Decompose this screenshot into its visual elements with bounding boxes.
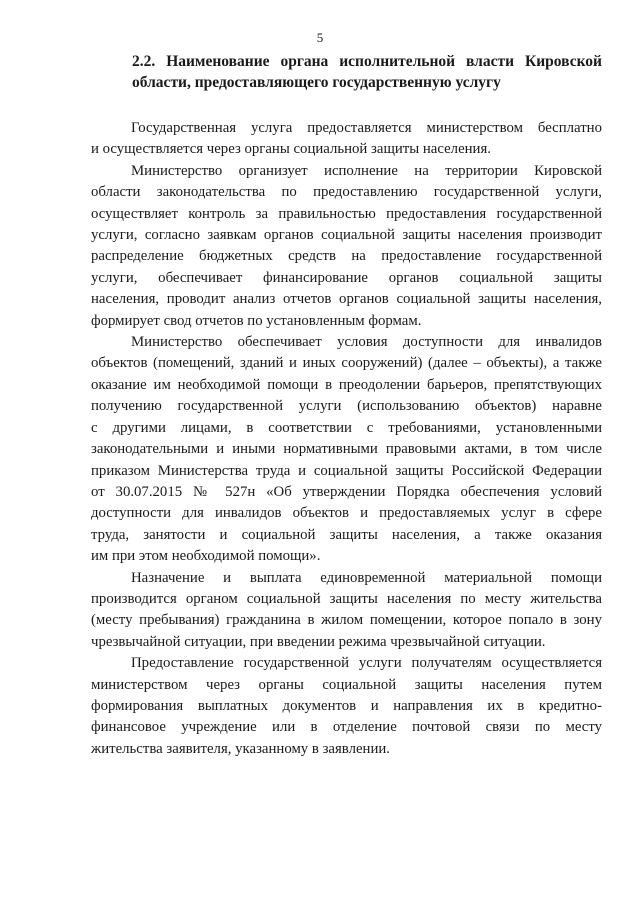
text-line: производится органом социальной защиты населения по месту жительства (91, 590, 602, 607)
text-line: Министерство обеспечивает условия доступности для инвалидов (131, 334, 602, 351)
page-number: 5 (316, 30, 324, 45)
section-heading (132, 51, 602, 93)
text-line: осуществляет контроль за правильностью предоставления государственной (91, 205, 602, 222)
text-line: жительства заявителя, указанному в заявлении. (91, 740, 391, 757)
text-line: министерством через органы социальной защиты населения путем (91, 676, 602, 693)
paragraph (91, 118, 602, 161)
paragraph (91, 332, 602, 567)
text-line: распределение бюджетных средств на предоставление государственной (91, 248, 602, 265)
text-line: Министерство организует исполнение на территории Кировской (131, 162, 602, 179)
text-line: Государственная услуга предоставляется министерством бесплатно (131, 120, 602, 136)
heading-line: области, предоставляющего государственную услугу (132, 74, 501, 91)
text-line: оказание им необходимой помощи в преодолении барьеров, препятствующих (91, 376, 602, 393)
text-line: населения, проводит анализ отчетов органов социальной защиты населения, (91, 291, 602, 308)
text-line: законодательными и иными нормативными правовыми актами, в том числе (91, 441, 602, 458)
text-line: Предоставление государственной услуги получателям осуществляется (131, 655, 602, 672)
text-line: чрезвычайной ситуации, при введении режима чрезвычайной ситуации. (91, 633, 546, 650)
text-line: получению государственной услуги (использованию объектов) наравне (91, 398, 602, 415)
text-line: услуги, обеспечивает финансирование органов социальной защиты (91, 269, 602, 286)
paragraph (91, 568, 602, 654)
text-line: от 30.07.2015 № 527н «Об утверждении Порядка обеспечения условий (91, 483, 602, 500)
text-line: услуги, согласно заявкам органов социальной защиты населения производит (91, 227, 602, 244)
text-line: приказом Министерства труда и социальной защиты Российской Федерации (91, 462, 602, 479)
text-line: объектов (помещений, зданий и иных сооружений) (далее – объекты), а также (91, 355, 602, 372)
paragraph (91, 161, 602, 332)
text-line: труда, занятости и социальной защиты населения, а также оказания (91, 526, 602, 543)
text-line: и осуществляется через органы социальной защиты населения. (91, 141, 491, 158)
text-line: финансовое учреждение или в отделение почтовой связи по месту (91, 719, 602, 736)
text-line: (месту пребывания) гражданина в жилом помещении, которое попало в зону (91, 612, 602, 629)
text-line: Назначение и выплата единовременной материальной помощи (131, 569, 602, 586)
text-line: доступности для инвалидов объектов и предоставляемых услуг в сфере (91, 505, 602, 522)
text-line: формирования выплатных документов и направления их в кредитно- (91, 697, 602, 714)
text-line: формирует свод отчетов по установленным формам. (91, 312, 422, 329)
text-line: им при этом необходимой помощи». (91, 548, 321, 565)
text-line: области законодательства по предоставлению государственной услуги, (91, 184, 602, 201)
paragraph (91, 653, 602, 760)
text-line: с другими лицами, в соответствии с требованиями, установленными (91, 419, 602, 436)
document-body (91, 118, 602, 760)
heading-line: 2.2. Наименование органа исполнительной власти Кировской (132, 53, 602, 70)
